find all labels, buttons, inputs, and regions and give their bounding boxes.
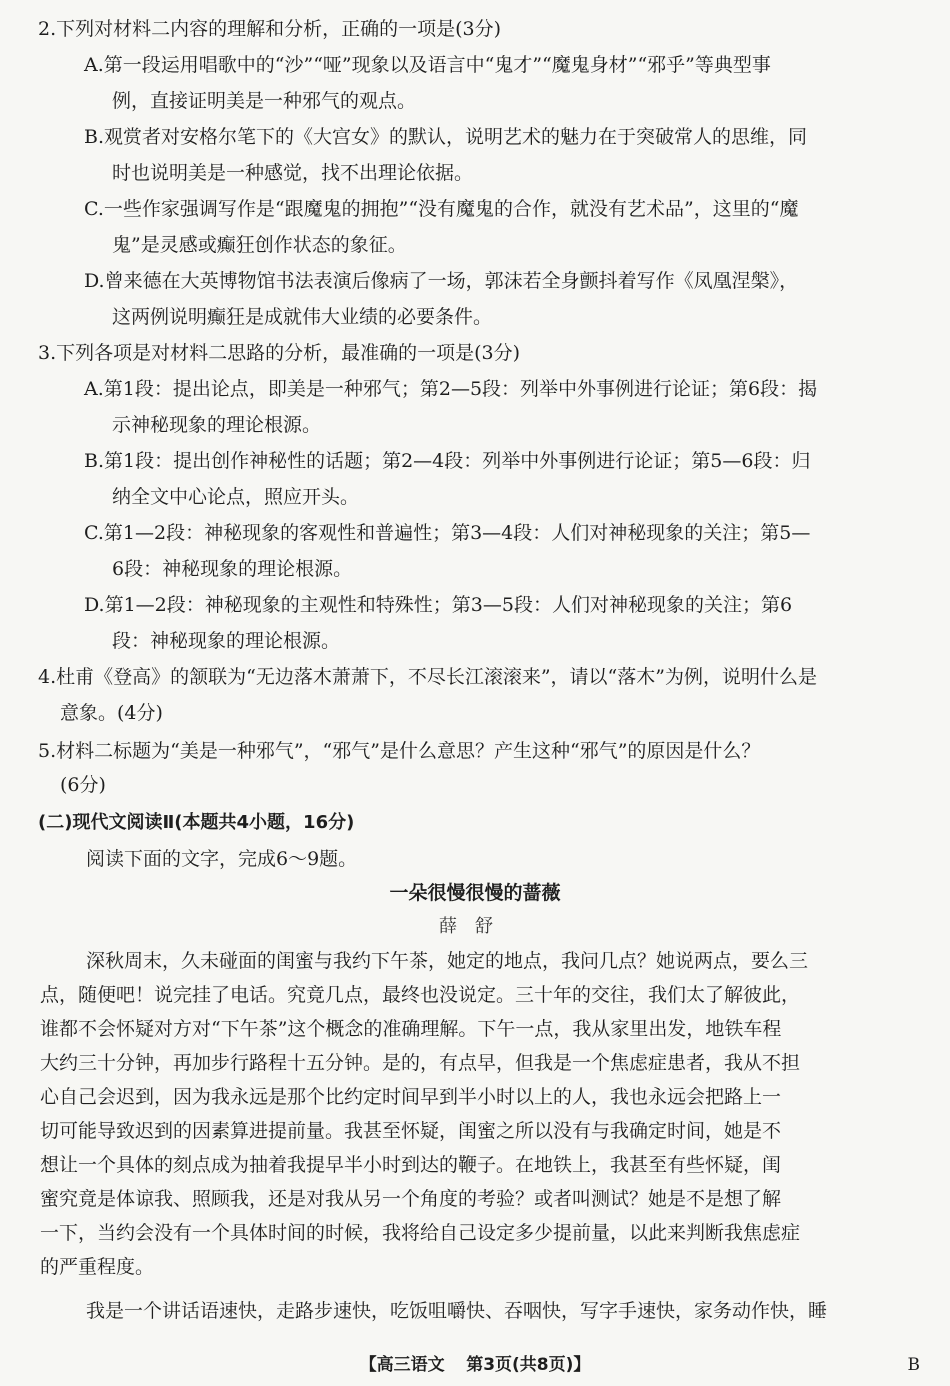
q5-stem-cont: (6分) [60, 774, 106, 796]
article-line: 谁都不会怀疑对方对“下午茶”这个概念的准确理解。下午一点，我从家里出发，地铁车程 [40, 1018, 782, 1040]
q2-option-c: C.一些作家强调写作是“跟魔鬼的拥抱”“没有魔鬼的合作，就没有艺术品”，这里的“魔 [84, 198, 799, 220]
q2-option-d-cont: 这两例说明癫狂是成就伟大业绩的必要条件。 [112, 306, 493, 328]
q2-stem: 2.下列对材料二内容的理解和分析，正确的一项是(3分) [38, 18, 502, 40]
q2-option-b: B.观赏者对安格尔笔下的《大宫女》的默认，说明艺术的魅力在于突破常人的思维，同 [84, 126, 808, 148]
q2-option-a: A.第一段运用唱歌中的“沙”“哑”现象以及语言中“鬼才”“魔鬼身材”“邪乎”等典型事 [84, 54, 771, 76]
footer-subject: 【高三语文 [359, 1355, 445, 1375]
article-line: 切可能导致迟到的因素算进提前量。我甚至怀疑，闺蜜之所以没有与我确定时间，她是不 [40, 1120, 782, 1142]
q2-option-c-cont: 鬼”是灵感或癫狂创作状态的象征。 [112, 234, 407, 256]
q3-option-d: D.第1—2段：神秘现象的主观性和特殊性；第3—5段：人们对神秘现象的关注；第6 [84, 594, 793, 616]
q2-option-d: D.曾来德在大英博物馆书法表演后像病了一场，郭沫若全身颤抖着写作《凤凰涅槃》， [84, 270, 799, 292]
q4-stem-cont: 意象。(4分) [60, 702, 163, 724]
article-line: 点，随便吧！说完挂了电话。究竟几点，最终也没说定。三十年的交往，我们太了解彼此， [40, 984, 801, 1006]
q3-option-c: C.第1—2段：神秘现象的客观性和普遍性；第3—4段：人们对神秘现象的关注；第5— [84, 522, 811, 544]
article-line: 想让一个具体的刻点成为抽着我提早半小时到达的鞭子。在地铁上，我甚至有些怀疑，闺 [40, 1154, 782, 1176]
article-line: 深秋周末，久未碰面的闺蜜与我约下午茶，她定的地点，我问几点？她说两点，要么三 [86, 950, 809, 972]
article-line: 我是一个讲话语速快，走路步速快，吃饭咀嚼快、吞咽快，写字手速快，家务动作快，睡 [86, 1300, 828, 1322]
q2-option-a-cont: 例，直接证明美是一种邪气的观点。 [112, 90, 417, 112]
section-instruction: 阅读下面的文字，完成6～9题。 [86, 848, 358, 870]
q4-stem: 4.杜甫《登高》的颔联为“无边落木萧萧下，不尽长江滚滚来”，请以“落木”为例，说明什么是 [38, 666, 817, 688]
q3-option-b: B.第1段：提出创作神秘性的话题；第2—4段：列举中外事例进行论证；第5—6段：归 [84, 450, 811, 472]
q5-stem: 5.材料二标题为“美是一种邪气”，“邪气”是什么意思？产生这种“邪气”的原因是什么？ [38, 740, 761, 762]
page-footer [0, 1352, 950, 1378]
footer-version-code: B [907, 1355, 920, 1375]
q3-option-b-cont: 纳全文中心论点，照应开头。 [112, 486, 360, 508]
article-line: 心自己会迟到，因为我永远是那个比约定时间早到半小时以上的人，我也永远会把路上一 [40, 1086, 782, 1108]
q3-option-c-cont: 6段：神秘现象的理论根源。 [112, 558, 353, 580]
q3-stem: 3.下列各项是对材料二思路的分析，最准确的一项是(3分) [38, 342, 521, 364]
article-line: 一下，当约会没有一个具体时间的时候，我将给自己设定多少提前量，以此来判断我焦虑症 [40, 1222, 801, 1244]
q3-option-a: A.第1段：提出论点，即美是一种邪气；第2—5段：列举中外事例进行论证；第6段：揭 [84, 378, 818, 400]
section-heading: (二)现代文阅读Ⅱ(本题共4小题，16分) [38, 812, 355, 833]
article-author: 薛舒 [439, 916, 511, 937]
article-line: 的严重程度。 [40, 1256, 155, 1278]
article-title: 一朵很慢很慢的蔷薇 [389, 882, 561, 904]
q3-option-d-cont: 段：神秘现象的理论根源。 [112, 630, 341, 652]
article-line: 蜜究竟是体谅我、照顾我，还是对我从另一个角度的考验？或者叫测试？她是不是想了解 [40, 1188, 782, 1210]
footer-page-number: 第3页(共8页)】 [466, 1355, 591, 1375]
article-line: 大约三十分钟，再加步行路程十五分钟。是的，有点早，但我是一个焦虑症患者，我从不担 [40, 1052, 801, 1074]
q3-option-a-cont: 示神秘现象的理论根源。 [112, 414, 322, 436]
q2-option-b-cont: 时也说明美是一种感觉，找不出理论依据。 [112, 162, 474, 184]
